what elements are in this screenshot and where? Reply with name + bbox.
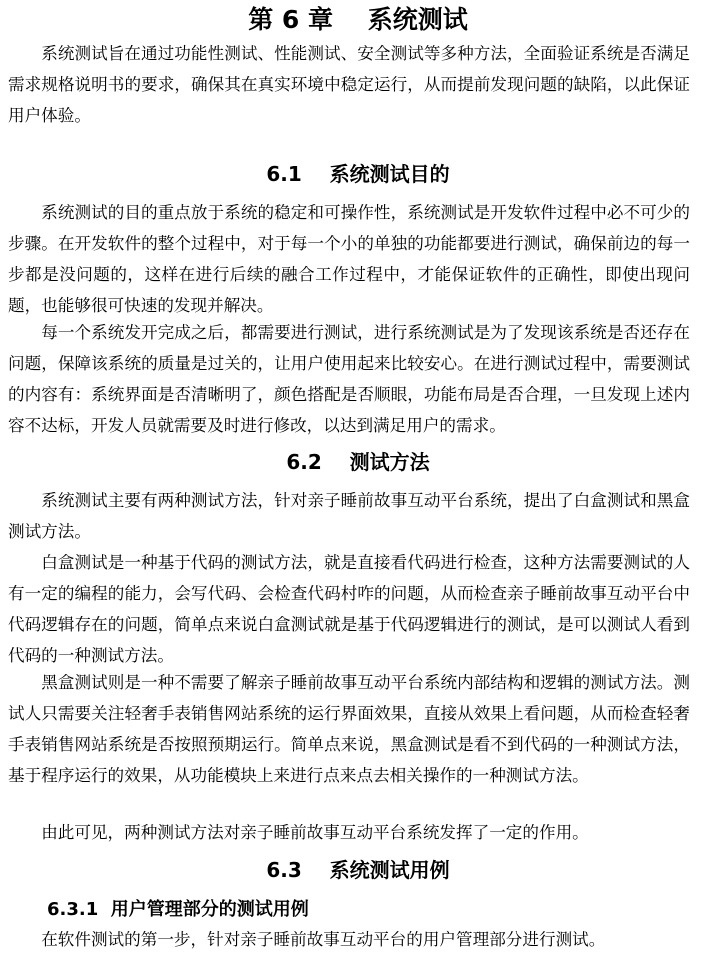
section-6-1-paragraph-1: 系统测试的目的重点放于系统的稳定和可操作性，系统测试是开发软件过程中必不可少的步骤。在开发软件的整个过程中，对于每一个小的单独的功能都要进行测试，确保前边的每一步都是没问题的，这样在进行后续的融合工作过程中，才能保证软件的正确性，即使出现问题，也能够很可快速的发现并解决。 [8,203,690,315]
section-6-3-title: 6.3 系统测试用例 [266,858,450,882]
section-6-2-paragraph-4: 由此可见，两种测试方法对亲子睡前故事互动平台系统发挥了一定的作用。 [41,823,589,842]
section-6-2-paragraph-3: 黑盒测试则是一种不需要了解亲子睡前故事互动平台系统内部结构和逻辑的测试方法。测试人只需要关注轻奢手表销售网站系统的运行界面效果，直接从效果上看问题，从而检查轻奢手表销售网站系统是否按照预期运行。简单点来说，黑盒测试是看不到代码的一种测试方法，基于程序运行的效果，从功能模块上来进行点来点去相关操作的一种测试方法。 [8,673,690,785]
chapter-intro-paragraph: 系统测试旨在通过功能性测试、性能测试、安全测试等多种方法，全面验证系统是否满足需求规格说明书的要求，确保其在真实环境中稳定运行，从而提前发现问题的缺陷，以此保证 用户体验。 [8,44,690,125]
section-6-1-paragraph-2: 每一个系统发开完成之后，都需要进行测试，进行系统测试是为了发现该系统是否还存在问题，保障该系统的质量是过关的，让用户使用起来比较安心。在进行测试过程中，需要测试的内容有：系统界面是否清晰明了，颜色搭配是否顺眼，功能布局是否合理，一旦发现上述内容不达标，开发人员就需要及时进行修改，以达到满足用户的需求。 [8,323,690,435]
section-6-1-title: 6.1 系统测试目的 [266,162,450,186]
cut-off-text: 在软件测试的第一步，针对亲子睡前故事互动平台的用户管理部分进行测试。 [41,930,606,949]
chapter-title: 第 6 章 系统测试 [248,5,468,34]
section-6-2-paragraph-2: 白盒测试是一种基于代码的测试方法，就是直接看代码进行检查，这种方法需要测试的人有一定的编程的能力，会写代码、会检查代码村咋的问题，从而检查亲子睡前故事互动平台中代码逻辑存在的问题，简单点来说白盒测试就是基于代码逻辑进行的测试，是可以测试人看到代码的一种测试方法。 [8,553,690,665]
section-6-2-title: 6.2 测试方法 [286,450,430,474]
cut-off-text-line [8,924,690,949]
subsection-6-3-1-title: 6.3.1 用户管理部分的测试用例 [47,899,309,920]
section-6-2-paragraph-1: 系统测试主要有两种测试方法，针对亲子睡前故事互动平台系统，提出了白盒测试和黑盒测试方法。 [8,491,690,541]
